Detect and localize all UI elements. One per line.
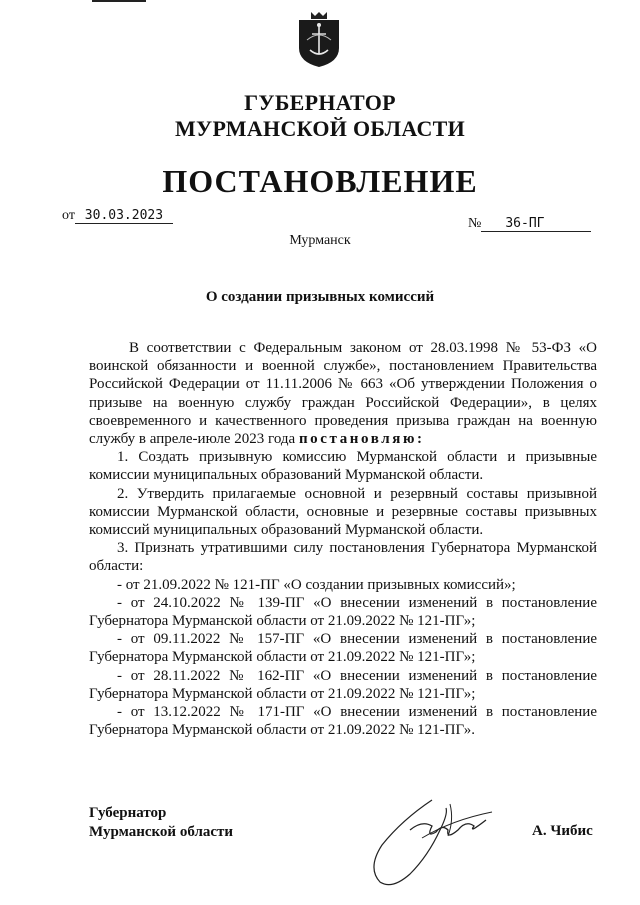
revoked-item: - от 28.11.2022 № 162-ПГ «О внесении изменений в постановление Губернатора Мурманской области от 21.09.2022 № 121-ПГ»; — [89, 667, 597, 702]
date-prefix: от — [62, 208, 75, 223]
document-subject: О создании призывных комиссий — [205, 289, 435, 305]
coat-of-arms-icon — [295, 10, 343, 68]
revoked-item: - от 21.09.2022 № 121-ПГ «О создании призывных комиссий»; — [117, 576, 516, 593]
revoked-item: - от 13.12.2022 № 171-ПГ «О внесении изменений в постановление Губернатора Мурманской области от 21.09.2022 № 121-ПГ». — [89, 704, 597, 739]
signatory-title — [89, 804, 233, 842]
signatory-title-line-2: Мурманской области — [89, 824, 234, 840]
date-row — [62, 208, 173, 224]
revoked-item: - от 09.11.2022 № 157-ПГ «О внесении изменений в постановление Губернатора Мурманской области от 21.09.2022 № 121-ПГ»; — [89, 631, 597, 666]
item-3: 3. Признать утратившими силу постановления Губернатора Мурманской области: — [89, 540, 597, 575]
city: Мурманск — [289, 233, 351, 248]
number-prefix: № — [468, 216, 482, 231]
signatory-title-line-1: Губернатор — [89, 805, 167, 821]
document-date: 30.03.2023 — [75, 208, 173, 224]
handwritten-signature — [362, 790, 512, 890]
item-2: 2. Утвердить прилагаемые основной и резервный составы призывной комиссии Мурманской области, основные и резервные составы призывных комиссий муниципальных образований Мурманской области. — [89, 485, 597, 539]
number-row — [468, 216, 591, 232]
authority-line-2: МУРМАНСКОЙ ОБЛАСТИ — [174, 116, 466, 141]
item-1: 1. Создать призывную комиссию Мурманской области и призывные комиссии муниципальных образований Мурманской области. — [89, 449, 597, 484]
signatory-name: А. Чибис — [532, 823, 593, 839]
document-number: 36-ПГ — [481, 216, 591, 232]
intro-text: В соответствии с Федеральным законом от 28.03.1998 № 53-ФЗ «О воинской обязанности и военной службе», постановлением Правительства Российской Федерации от 11.11.2006 № 663 «Об утверждении Положения о призыве на военную службу граждан Российской Федерации», в целях своевременного и качественного проведения призыва граждан на военную службу в апреле-июле 2023 года — [89, 340, 597, 448]
revoked-item: - от 24.10.2022 № 139-ПГ «О внесении изменений в постановление Губернатора Мурманской области от 21.09.2022 № 121-ПГ»; — [89, 594, 597, 630]
decree-word: постановляю: — [298, 431, 425, 448]
document-type-title: ПОСТАНОВЛЕНИЕ — [162, 163, 478, 199]
intro-paragraph — [89, 339, 597, 448]
top-rule — [92, 0, 146, 2]
authority-line-1: ГУБЕРНАТОР — [244, 90, 396, 115]
document-body — [89, 339, 597, 739]
